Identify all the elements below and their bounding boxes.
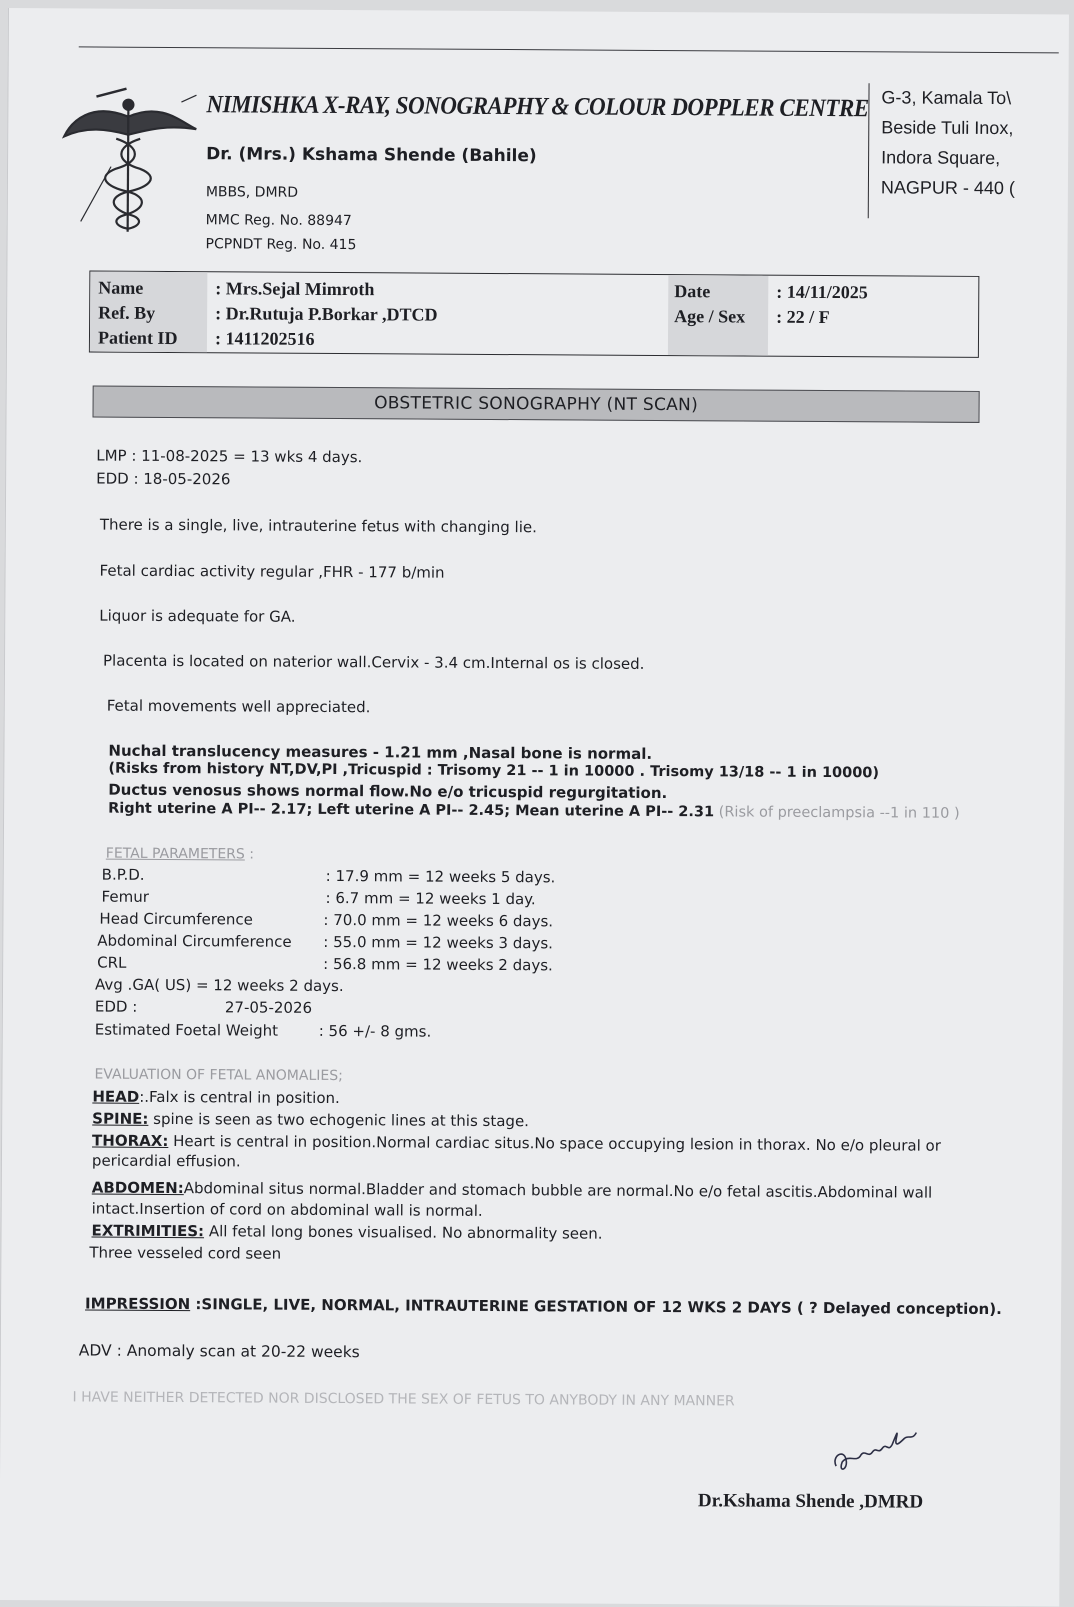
param-value-crl: : 56.8 mm = 12 weeks 2 days. [323,954,553,975]
referring-doctor: : Dr.Rutuja P.Borkar ,DTCD [215,303,438,325]
address-line-4: NAGPUR - 440 ( [880,177,1016,199]
report-title-bar [92,386,979,423]
patient-id: : 1411202516 [214,328,315,349]
ductus-venosus: Ductus venosus shows normal flow.No e/o tricuspid regurgitation. [108,780,668,803]
param-label-bpd: B.P.D. [101,865,145,884]
patient-id-label: Patient ID [97,327,178,349]
doctor-qualification: MBBS, DMRD [205,184,299,201]
anomaly-thorax: THORAX: Heart is central in position.Normal cardiac situs.No space occupying lesion in thorax. No e/o pleural or [92,1131,941,1155]
age-sex: : 22 / F [776,306,830,328]
param-label-femur: Femur [101,887,149,906]
edd-line: EDD : 18-05-2026 [96,469,231,489]
anomaly-thorax-cont: pericardial effusion. [91,1151,241,1171]
address-line-3: Indora Square, [881,147,1001,169]
lmp-line: LMP : 11-08-2025 = 13 wks 4 days. [96,446,363,467]
param-value-hc: : 70.0 mm = 12 weeks 6 days. [323,910,554,931]
param-value-femur: : 6.7 mm = 12 weeks 1 day. [325,888,536,909]
anomaly-extremities: EXTRIMITIES: All fetal long bones visualised. No abnormality seen. [91,1221,603,1243]
edd-us-value: 27-05-2026 [224,998,313,1017]
cord-vessels: Three vesseled cord seen [89,1243,282,1263]
nt-risk: (Risks from history NT,DV,PI ,Tricuspid : Trisomy 21 -- 1 in 10000 . Trisomy 13/18 -- 1 in 10000) [108,760,880,782]
ref-by-label: Ref. By [98,302,156,323]
advice: ADV : Anomaly scan at 20-22 weeks [78,1341,360,1362]
uterine-pi-line [108,801,960,822]
finding-placenta: Placenta is located on naterior wall.Cervix - 3.4 cm.Internal os is closed. [102,651,645,673]
nt-measure: Nuchal translucency measures - 1.21 mm ,Nasal bone is normal. [108,741,653,763]
finding-fetus: There is a single, live, intrauterine fetus with changing lie. [99,515,537,537]
pcpndt-declaration: I HAVE NEITHER DETECTED NOR DISCLOSED THE SEX OF FETUS TO ANYBODY IN ANY MANNER [72,1389,735,1410]
address-line-2: Beside Tuli Inox, [881,117,1014,139]
param-label-ac: Abdominal Circumference [97,931,292,951]
finding-cardiac: Fetal cardiac activity regular ,FHR - 177 b/min [99,561,445,582]
edd-us-label: EDD : [94,997,138,1016]
anomalies-heading: EVALUATION OF FETAL ANOMALIES; [94,1066,343,1085]
param-label-hc: Head Circumference [99,909,253,929]
finding-liquor: Liquor is adequate for GA. [99,606,296,626]
header-top-rule [79,46,1059,53]
preeclampsia-risk: (Risk of preeclampsia --1 in 110 ) [718,804,960,822]
report-title: OBSTETRIC SONOGRAPHY (NT SCAN) [374,393,699,416]
impression: IMPRESSION :SINGLE, LIVE, NORMAL, INTRAUTERINE GESTATION OF 12 WKS 2 DAYS ( ? Delayed conception). [85,1294,1002,1319]
age-sex-label: Age / Sex [674,306,746,327]
mmc-registration: MMC Reg. No. 88947 [205,212,352,230]
patient-info-box [89,271,979,358]
efw-value: : 56 +/- 8 gms. [318,1021,432,1041]
caduceus-logo [56,76,207,247]
doctor-name: Dr. (Mrs.) Kshama Shende (Bahile) [206,144,537,167]
param-value-ac: : 55.0 mm = 12 weeks 3 days. [323,932,554,953]
report-page [0,8,1069,1606]
handwritten-signature [826,1418,926,1479]
avg-ga: Avg .GA( US) = 12 weeks 2 days. [94,975,344,996]
efw-label: Estimated Foetal Weight [94,1020,279,1040]
anomaly-abdomen-cont: intact.Insertion of cord on abdominal wall is normal. [91,1199,483,1220]
name-label: Name [98,277,144,298]
anomaly-spine: SPINE: spine is seen as two echogenic lines at this stage. [92,1109,530,1131]
anomaly-head: HEAD:.Falx is central in position. [92,1087,340,1108]
pcpndt-registration: PCPNDT Reg. No. 415 [205,236,357,254]
date-label: Date [674,281,711,302]
address-line-1: G-3, Kamala To\ [881,87,1012,109]
param-value-bpd: : 17.9 mm = 12 weeks 5 days. [325,866,556,887]
report-date: : 14/11/2025 [776,281,868,303]
address-block [868,83,1074,219]
param-label-crl: CRL [97,953,127,972]
fetal-parameters-heading: FETAL PARAMETERS : [105,845,255,863]
anomaly-abdomen: ABDOMEN:Abdominal situs normal.Bladder and stomach bubble are normal.No e/o fetal ascitis.Abdominal wall [91,1178,933,1202]
patient-name: : Mrs.Sejal Mimroth [215,278,375,300]
finding-movements: Fetal movements well appreciated. [106,696,371,717]
signatory-name: Dr.Kshama Shende ,DMRD [697,1490,924,1513]
uterine-pi: Right uterine A PI-- 2.17; Left uterine A PI-- 2.45; Mean uterine A PI-- 2.31 [108,800,715,821]
centre-name: NIMISHKA X-RAY, SONOGRAPHY & COLOUR DOPPLER CENTRE [206,91,869,123]
